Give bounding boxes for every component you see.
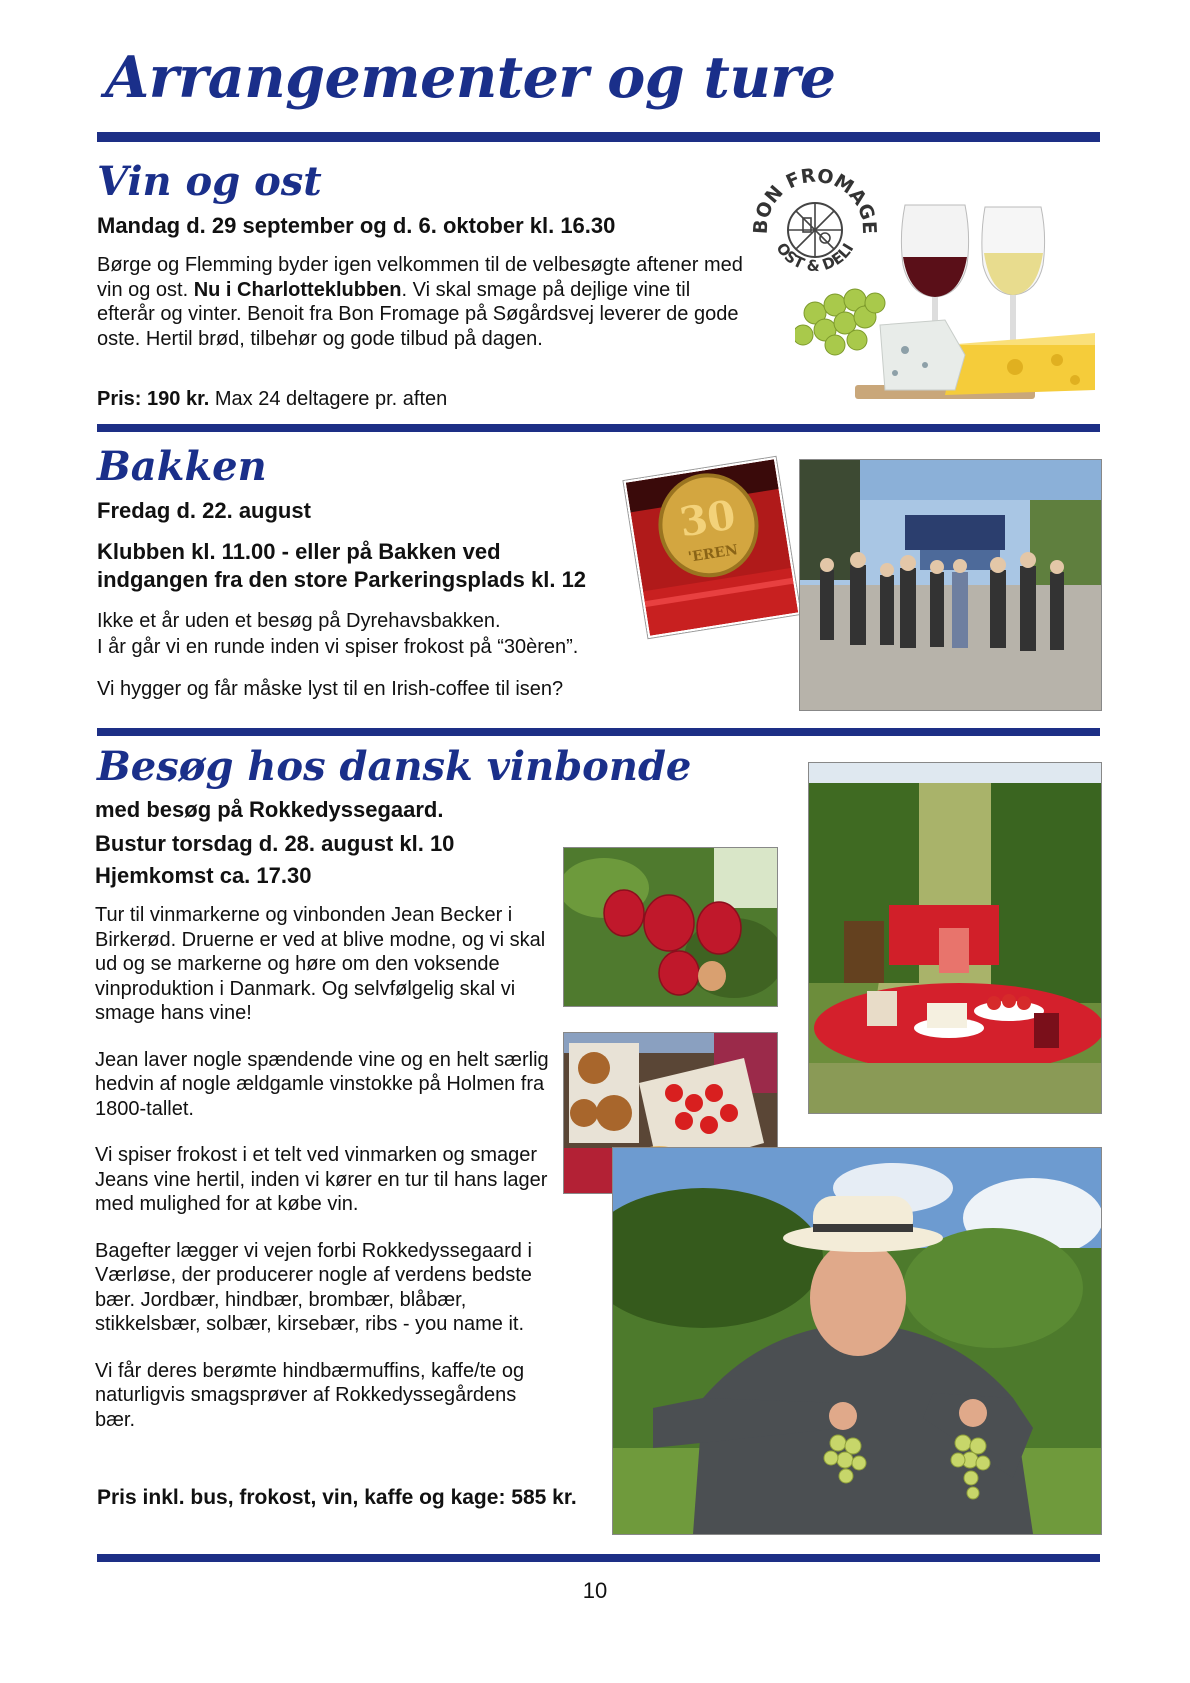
title-divider xyxy=(97,132,1100,142)
bakken-date: Fredag d. 22. august xyxy=(97,498,311,523)
svg-text:30: 30 xyxy=(676,491,739,547)
section-divider xyxy=(97,424,1100,432)
bakken-body-line1: Ikke et år uden et besøg på Dyrehavsbakken. xyxy=(97,610,501,632)
section-heading-bakken: Bakken xyxy=(97,443,267,490)
section-heading-vinbonde: Besøg hos dansk vinbonde xyxy=(97,743,692,790)
vin-og-ost-price: Pris: 190 kr. Max 24 deltagere pr. aften xyxy=(97,388,448,410)
section-heading-vin-og-ost: Vin og ost xyxy=(97,158,322,205)
bakken-body-line2: I år går vi en runde inden vi spiser frokost på “30èren”. xyxy=(97,636,579,658)
vinbonde-text xyxy=(95,903,555,1432)
raspberries-photo xyxy=(563,847,778,1007)
vinbonde-price: Pris inkl. bus, frokost, vin, kaffe og kage: 585 kr. xyxy=(97,1486,577,1509)
vinbonde-para2: Jean laver nogle spændende vine og en helt særlig hedvin af nogle ældgamle vinstokke på Holmen fra 1800-tallet. xyxy=(95,1048,549,1120)
bakken-body-line3: Vi hygger og får måske lyst til en Irish-coffee til isen? xyxy=(97,678,564,700)
wine-and-cheese-image xyxy=(795,195,1100,410)
bakken-meeting-line2: indgangen fra den store Parkeringsplads kl. 12 xyxy=(97,567,587,592)
vineyard-table-photo xyxy=(808,762,1102,1114)
bakken-meeting-line1: Klubben kl. 11.00 - eller på Bakken ved xyxy=(97,539,501,564)
vin-og-ost-date: Mandag d. 29 september og d. 6. oktober kl. 16.30 xyxy=(97,213,616,238)
vinbonde-sub2: Bustur torsdag d. 28. august kl. 10 xyxy=(95,831,455,856)
vinbonde-sub1: med besøg på Rokkedyssegaard. xyxy=(95,797,444,822)
vinbonde-para1: Tur til vinmarkerne og vinbonden Jean Becker i Birkerød. Druerne er ved at blive modne, og vi skal ud og se markerne og høre om den voksende vinproduktion i Danmark. Og selvfølgelig skal vi smage hans vine! xyxy=(95,904,546,1024)
svg-text:BON FROMAGE: BON FROMAGE xyxy=(749,164,881,235)
vinbonde-para3: Vi spiser frokost i et telt ved vinmarken og smager Jeans vine hertil, inden vi kører en tur til hans lager med mulighed for at købe vin. xyxy=(95,1144,548,1215)
30eren-sign-photo xyxy=(624,457,801,638)
vin-og-ost-body: Børge og Flemming byder igen velkommen til de velbesøgte aftener med vin og ost. Nu i Charlotteklubben. Vi skal smage på dejlige vine til efterår og vinter. Benoit fra Bon Fromage på Søgårdsvej leverer de gode oste. Hertil brød, tilbehør og gode tilbud på dagen. xyxy=(97,254,743,350)
page-title: Arrangementer og ture xyxy=(105,44,836,111)
vinbonde-para4: Bagefter lægger vi vejen forbi Rokkedyssegaard i Værløse, der producerer nogle af verdens bedste bær. Jordbær, hindbær, brombær, blåbær, stikkelsbær, solbær, kirsebær, ribs - you name it. xyxy=(95,1239,532,1335)
vinbonde-para5: Vi får deres berømte hindbærmuffins, kaffe/te og naturligvis smagsprøver af Rokkedyssegårdens bær. xyxy=(95,1359,525,1431)
winemaker-photo xyxy=(612,1147,1102,1535)
bakken-group-photo xyxy=(799,459,1102,711)
svg-text:OST & DELI: OST & DELI xyxy=(772,239,858,276)
vinbonde-sub3: Hjemkomst ca. 17.30 xyxy=(95,863,312,888)
bottom-divider xyxy=(97,1554,1100,1562)
page-number: 10 xyxy=(582,1578,608,1603)
svg-text:'EREN: 'EREN xyxy=(687,542,739,566)
section-divider xyxy=(97,728,1100,736)
